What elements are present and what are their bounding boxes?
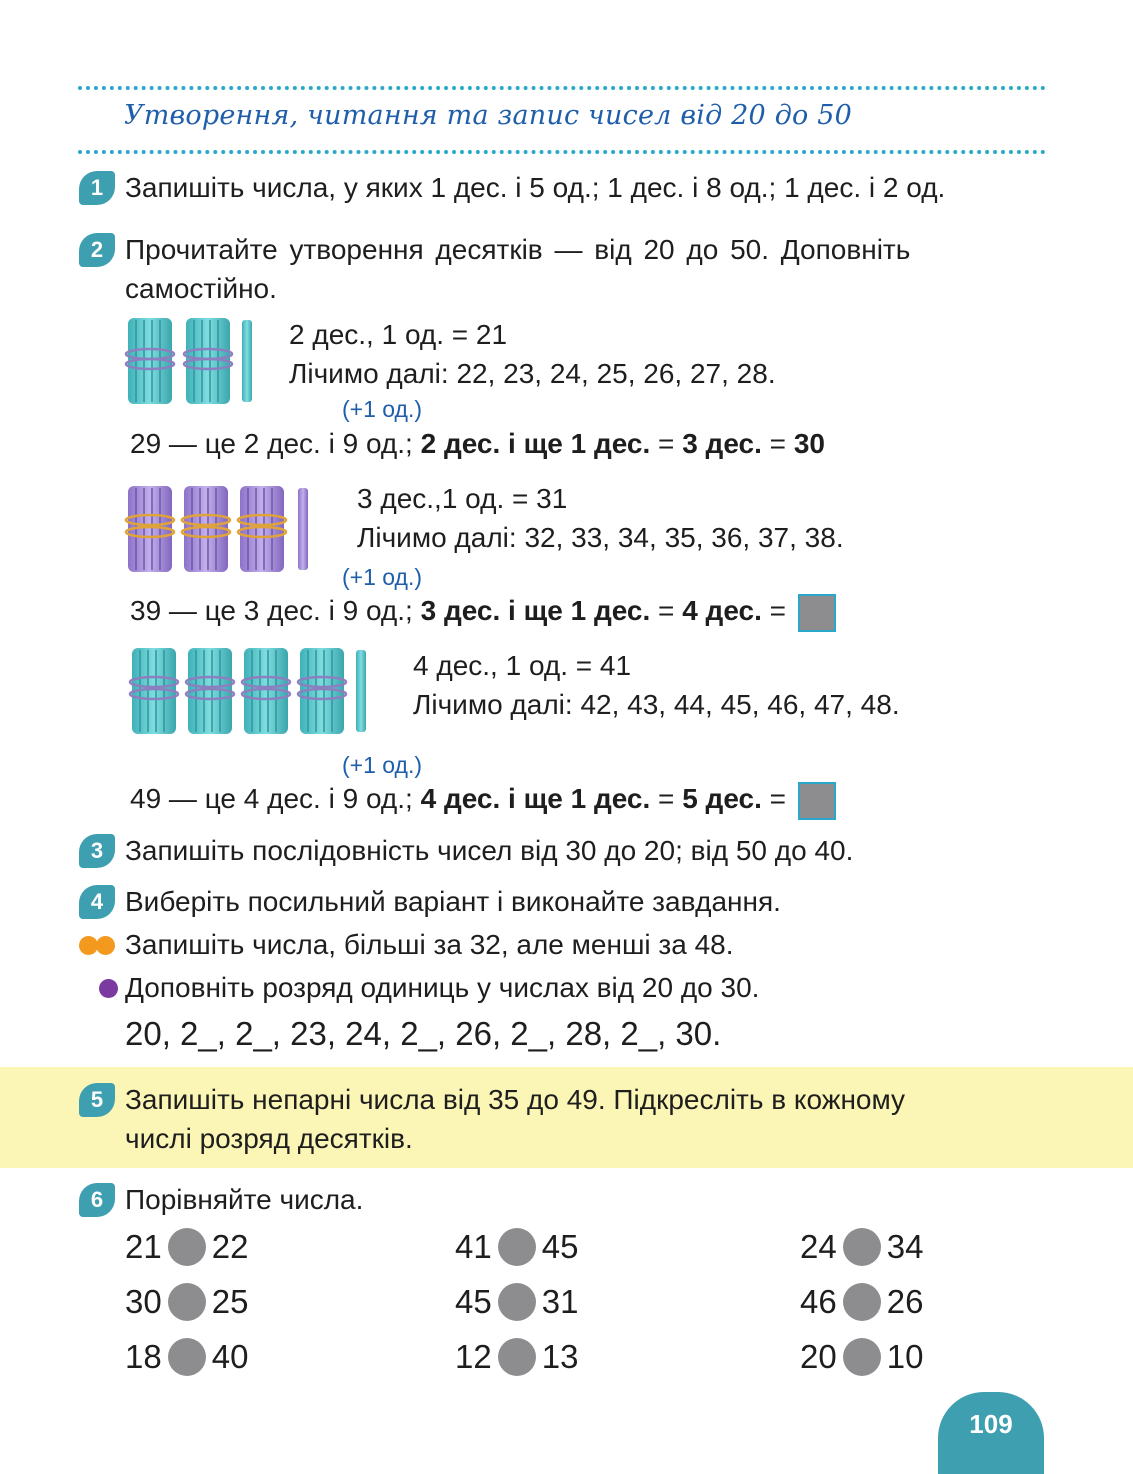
summary-plain: 49 — це 4 дес. і 9 од.;: [130, 783, 421, 814]
task-number-1: 1: [79, 171, 115, 205]
comparison-blank-circle[interactable]: [498, 1338, 536, 1376]
answer-blank-box[interactable]: [798, 594, 836, 632]
group-3-count-on: Лічимо далі: 42, 43, 44, 45, 46, 47, 48.: [413, 689, 900, 720]
left-number: 46: [800, 1283, 837, 1320]
single-rod: [356, 650, 366, 732]
equals-sign: =: [650, 428, 683, 459]
comparison-item: [125, 1338, 248, 1376]
tens-bundle: [126, 486, 174, 572]
task-4-option-medium: Запишіть числа, більші за 32, але менші за 48.: [125, 929, 734, 960]
top-dotted-divider: [78, 86, 1046, 90]
left-number: 21: [125, 1228, 162, 1265]
summary-plain: 29 — це 2 дес. і 9 од.;: [130, 428, 421, 459]
group-1-count-on: Лічимо далі: 22, 23, 24, 25, 26, 27, 28.: [289, 358, 776, 389]
task-5-line-1: Запишіть непарні числа від 35 до 49. Підкресліть в кожному: [125, 1084, 906, 1115]
left-number: 12: [455, 1338, 492, 1375]
left-number: 45: [455, 1283, 492, 1320]
tens-bundle: [130, 648, 178, 734]
group-1-equation: 2 дес., 1 од. = 21: [289, 319, 508, 350]
task-6-text: Порівняйте числа.: [125, 1184, 364, 1215]
rods-bundles-20: [124, 312, 264, 408]
task-2-line-1: Прочитайте утворення десятків — від 20 до 50. Доповніть: [125, 234, 911, 265]
comparison-item: [800, 1228, 923, 1266]
task-4-text: Виберіть посильний варіант і виконайте завдання.: [125, 886, 781, 917]
rods-bundles-40: [128, 642, 373, 738]
group-3-summary-line: [130, 779, 836, 820]
summary-tens: 5 дес.: [682, 783, 762, 814]
comparison-blank-circle[interactable]: [843, 1283, 881, 1321]
equals-sign: =: [761, 783, 794, 814]
comparison-item: [125, 1228, 248, 1266]
tens-bundle: [238, 486, 286, 572]
summary-bold: 4 дес. і ще 1 дес.: [420, 783, 651, 814]
group-3-equation: 4 дес., 1 од. = 41: [413, 650, 632, 681]
group-3-hint: (+1 од.): [342, 752, 423, 778]
right-number: 40: [211, 1338, 249, 1375]
summary-bold: 2 дес. і ще 1 дес.: [420, 428, 651, 459]
left-number: 30: [125, 1283, 162, 1320]
task-number-2: 2: [79, 233, 115, 267]
level-one-dot-icon: [99, 979, 118, 998]
single-rod: [298, 488, 308, 570]
task-number-3: 3: [79, 834, 115, 868]
comparison-blank-circle[interactable]: [498, 1228, 536, 1266]
comparison-item: [455, 1283, 578, 1321]
summary-plain: 39 — це 3 дес. і 9 од.;: [130, 595, 421, 626]
answer-blank-box[interactable]: [798, 782, 836, 820]
equals-sign: =: [650, 595, 683, 626]
right-number: 45: [541, 1228, 579, 1265]
comparison-blank-circle[interactable]: [168, 1283, 206, 1321]
tens-bundle: [298, 648, 346, 734]
comparison-item: [800, 1283, 923, 1321]
task-number-4: 4: [79, 885, 115, 919]
level-two-dots-icon: [79, 936, 115, 955]
task-number-5: 5: [79, 1083, 115, 1117]
left-number: 20: [800, 1338, 837, 1375]
tens-bundle: [126, 318, 174, 404]
comparison-blank-circle[interactable]: [843, 1338, 881, 1376]
comparison-blank-circle[interactable]: [498, 1283, 536, 1321]
topic-title: Утворення, читання та запис чисел від 20 до 50: [124, 100, 853, 131]
right-number: 34: [886, 1228, 924, 1265]
right-number: 25: [211, 1283, 249, 1320]
group-2-equation: 3 дес.,1 од. = 31: [357, 483, 568, 514]
comparison-item: [800, 1338, 923, 1376]
task-4-option-easy: Доповніть розряд одиниць у числах від 20 до 30.: [125, 972, 760, 1003]
comparison-item: [125, 1283, 248, 1321]
task-1-text: Запишіть числа, у яких 1 дес. і 5 од.; 1 дес. і 8 од.; 1 дес. і 2 од.: [125, 172, 946, 203]
equals-sign: =: [650, 783, 683, 814]
task-2-line-2: самостійно.: [125, 273, 277, 304]
left-number: 41: [455, 1228, 492, 1265]
left-number: 24: [800, 1228, 837, 1265]
right-number: 13: [541, 1338, 579, 1375]
comparison-blank-circle[interactable]: [168, 1228, 206, 1266]
tens-bundle: [182, 486, 230, 572]
group-1-summary-line: [130, 424, 825, 463]
task-5-line-2: числі розряд десятків.: [125, 1123, 413, 1154]
group-2-hint: (+1 од.): [342, 564, 423, 590]
left-number: 18: [125, 1338, 162, 1375]
right-number: 26: [886, 1283, 924, 1320]
summary-tens: 4 дес.: [682, 595, 762, 626]
bottom-dotted-divider: [78, 150, 1046, 154]
single-rod: [242, 320, 252, 402]
tens-bundle: [184, 318, 232, 404]
comparison-item: [455, 1228, 578, 1266]
right-number: 10: [886, 1338, 924, 1375]
group-2-count-on: Лічимо далі: 32, 33, 34, 35, 36, 37, 38.: [357, 522, 844, 553]
equals-sign: =: [761, 428, 794, 459]
rods-bundles-30: [124, 480, 314, 576]
right-number: 31: [541, 1283, 579, 1320]
comparison-blank-circle[interactable]: [843, 1228, 881, 1266]
summary-tens: 3 дес.: [682, 428, 762, 459]
task-number-6: 6: [79, 1183, 115, 1217]
tens-bundle: [242, 648, 290, 734]
summary-bold: 3 дес. і ще 1 дес.: [420, 595, 651, 626]
tens-bundle: [186, 648, 234, 734]
summary-result: 30: [793, 428, 825, 459]
group-2-summary-line: [130, 591, 836, 632]
page-number: 109: [938, 1392, 1044, 1474]
comparison-blank-circle[interactable]: [168, 1338, 206, 1376]
comparison-item: [455, 1338, 578, 1376]
group-1-hint: (+1 од.): [342, 396, 423, 422]
right-number: 22: [211, 1228, 249, 1265]
task-3-text: Запишіть послідовність чисел від 30 до 20; від 50 до 40.: [125, 835, 854, 866]
task-4-sequence: 20, 2_, 2_, 23, 24, 2_, 26, 2_, 28, 2_, 30.: [125, 1015, 722, 1052]
equals-sign: =: [761, 595, 794, 626]
